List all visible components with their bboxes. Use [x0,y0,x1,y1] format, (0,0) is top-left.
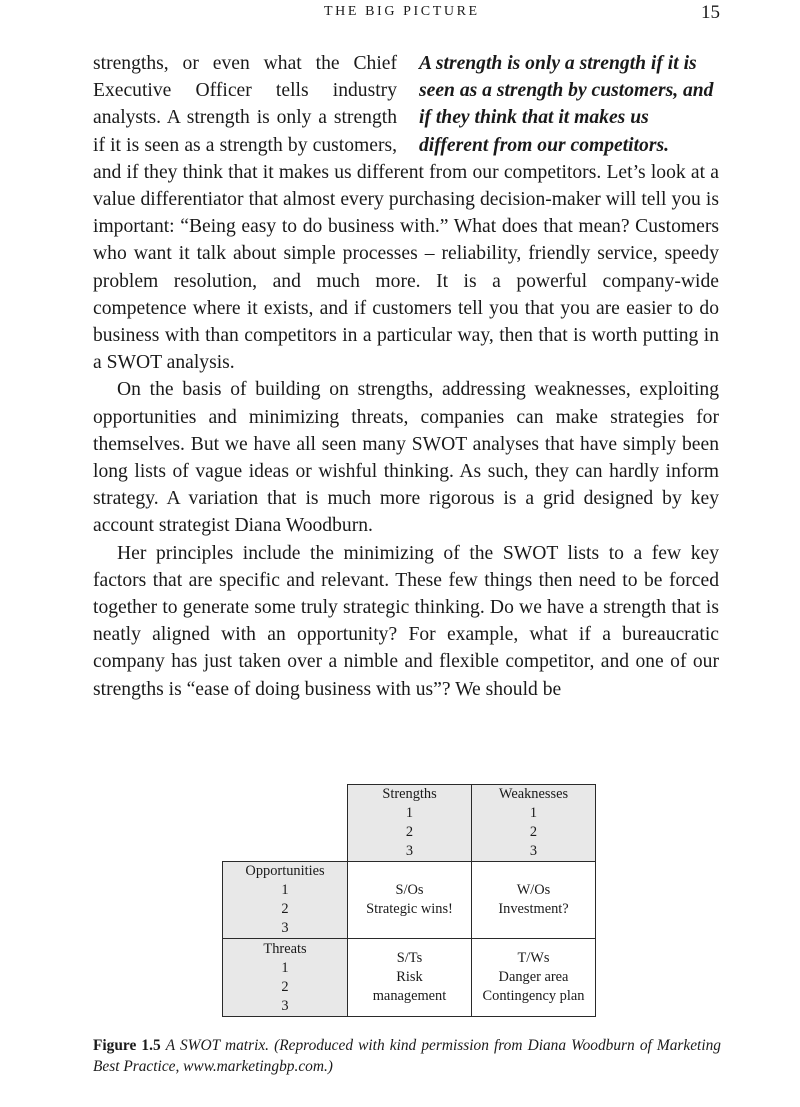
strengths-item: 1 [405,805,414,821]
threats-item: 3 [281,997,289,1014]
swot-matrix [222,784,596,1017]
so-label: S/Os [395,882,424,898]
tw-label: T/Ws [517,950,550,966]
paragraph: Her principles include the minimizing of the SWOT lists to a few key factors that are specific and relevant. These few things then need to be forced together to generate some truly strategic thinking. Do we have a strength that is neatly aligned with an opportunity? For example, what if a bureaucratic company has just taken over a nimble and flexible competitor, and one of our strengths is “ease of doing business with us”? We should be [93,542,719,700]
so-description: Strategic wins! [366,901,453,917]
wo-description: Investment? [498,901,569,917]
st-description: Risk [396,969,423,985]
tw-description: Contingency plan [482,988,585,1004]
swot-st-cell [348,939,472,1017]
body-text [93,50,719,703]
weaknesses-title: Weaknesses [498,786,569,802]
weaknesses-item: 1 [529,805,538,821]
swot-opportunities-row [223,862,596,939]
weaknesses-item: 2 [529,824,538,840]
swot-opportunities-cell [223,862,348,939]
opportunities-item: 2 [281,901,289,917]
threats-title: Threats [263,940,307,957]
threats-item: 1 [281,959,289,976]
threats-item: 2 [281,978,289,995]
opportunities-item: 3 [281,920,289,936]
strengths-item: 3 [405,843,414,859]
strengths-title: Strengths [382,786,437,802]
swot-threats-row [223,939,596,1017]
paragraph: On the basis of building on strengths, addressing weaknesses, exploiting opportunities and minimizing threats, companies can make strategies for themselves. But we have all seen many SWOT analyses that have simply been long lists of vague ideas or wishful thinking. As such, they can hardly inform strategy. A variation that is much more rigorous is a grid designed by key account strategist Diana Woodburn. [93,379,719,537]
st-description: management [372,988,447,1004]
figure-label: Figure 1.5 [93,1037,161,1054]
swot-so-cell [348,862,472,939]
swot-header-row [223,785,596,862]
running-title: THE BIG PICTURE [324,4,480,19]
swot-wo-cell [472,862,596,939]
swot-threats-cell [223,939,348,1017]
strengths-item: 2 [405,824,414,840]
opportunities-item: 1 [281,882,289,898]
page-number: 15 [701,2,720,23]
figure-caption [93,1036,721,1077]
swot-weaknesses-cell [472,785,596,862]
swot-strengths-cell [348,785,472,862]
figure-caption-text: A SWOT matrix. (Reproduced with kind permission from Diana Woodburn of Marketing Best Practice, www.marketingbp.com.) [93,1037,721,1075]
weaknesses-item: 3 [529,843,538,859]
tw-description: Danger area [498,969,569,985]
swot-tw-cell [472,939,596,1017]
running-head [0,2,800,24]
swot-corner-cell [223,785,348,862]
paragraph: strengths, or even what the Chief Executive Officer tells industry analysts. A strength is only a strength if it is seen as a strength by customers, and if they think that it makes us different from our competitors. Let’s look at a value differentiator that almost every purchasing decision-maker will tell you is important: “Being easy to do business with.” What does that mean? Customers who want it talk about simple processes – reliability, friendly service, speedy problem resolution, and much more. It is a powerful company-wide competence where it exists, and if customers tell you that you are easier to do business with than competitors in a particular way, then that is worth putting in a SWOT analysis. [93,53,719,374]
pull-quote: A strength is only a strength if it is seen as a strength by customers, and if they think that it makes us different from our competitors. [419,53,714,156]
opportunities-title: Opportunities [245,863,325,879]
st-label: S/Ts [396,950,423,966]
wo-label: W/Os [516,882,551,898]
